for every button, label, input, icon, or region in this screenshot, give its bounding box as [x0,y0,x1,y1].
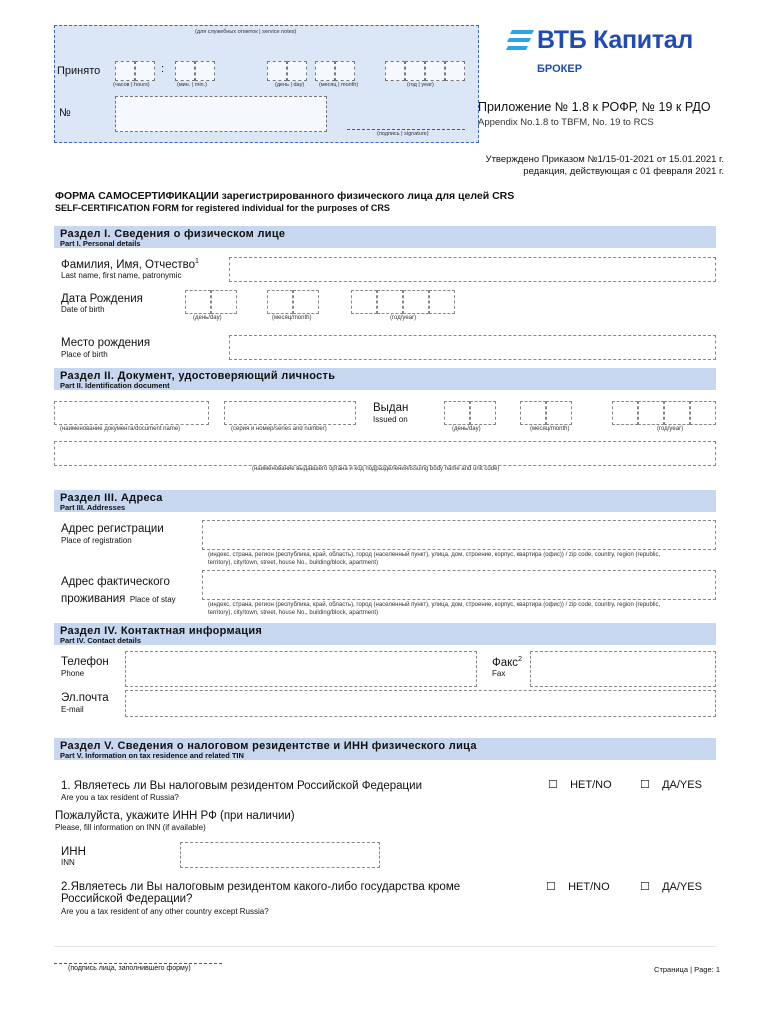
dob-month-1[interactable] [267,290,293,314]
fax-label-en: Fax [492,669,506,678]
accepted-label: Принято [57,65,101,77]
issued-month-2[interactable] [546,401,572,425]
q2-text-en: Are you a tax resident of any other country except Russia? [61,907,269,916]
pob-label-en: Place of birth [61,350,108,359]
minutes-digit-1[interactable] [175,61,195,81]
full-name-label-en: Last name, first name, patronymic [61,271,182,280]
part2-title-en: Part II. Identification document [60,381,170,390]
q2-no-option[interactable]: ☐ НЕТ/NO [546,881,610,893]
phone-field[interactable] [125,651,477,687]
minutes-digit-2[interactable] [195,61,215,81]
issued-label-en: Issued on [373,415,408,424]
stay-address-field[interactable] [202,570,716,600]
issued-month-1[interactable] [520,401,546,425]
dob-year-4[interactable] [429,290,455,314]
pob-label: Место рождения [61,337,151,349]
dob-year-2[interactable] [377,290,403,314]
year-caption: (год | year) [407,82,434,88]
footnote-2: 2 [518,656,522,663]
phone-label: Телефон [61,656,109,668]
hours-digit-2[interactable] [135,61,155,81]
part2-header [54,368,716,390]
dob-month-2[interactable] [293,290,319,314]
q2-text-1: 2.Являетесь ли Вы налоговым резидентом какого-либо государства кроме [61,881,461,893]
part1-title-ru: Раздел I. Сведения о физическом лице [60,228,286,240]
issued-year-1[interactable] [612,401,638,425]
footer-signature-line [54,963,222,964]
number-sign: № [59,107,71,119]
stay-address-hint-2: territory), city/town, street, house No., building/block, apartment) [208,610,379,616]
inn-label: ИНН [61,846,86,858]
part5-title-en: Part V. Information on tax residence and related TIN [60,751,244,760]
doc-name-field[interactable] [54,401,209,425]
hours-caption: (часов | hours) [113,82,150,88]
full-name-label-text: Фамилия, Имя, Отчество [61,258,196,271]
issued-year-4[interactable] [690,401,716,425]
dob-day-2[interactable] [211,290,237,314]
pob-field[interactable] [229,335,716,360]
doc-series-field[interactable] [224,401,356,425]
registration-number-field[interactable] [115,96,327,132]
stay-address-label-1: Адрес фактического [61,576,170,588]
vtb-logo-mark-icon [506,30,534,52]
dob-day-1[interactable] [185,290,211,314]
q2-yes-option[interactable]: ☐ ДА/YES [640,881,702,893]
dob-month-caption: (месяц/month) [272,315,312,321]
full-name-label [61,258,199,271]
q1-yes-option[interactable]: ☐ ДА/YES [640,779,702,791]
dob-day-caption: (день/day) [193,315,222,321]
part3-title-ru: Раздел III. Адреса [60,492,163,504]
day-digit-2[interactable] [287,61,307,81]
reg-address-label: Адрес регистрации [61,523,164,535]
reg-address-label-en: Place of registration [61,536,132,545]
stay-address-label-2: проживания [61,593,126,605]
reg-address-field[interactable] [202,520,716,550]
service-notes-header: (для служебных отметок | service notes) [195,29,297,35]
minutes-caption: (мин. | min.) [177,82,207,88]
stay-address-hint-1: (индекс, страна, регион (республика, край, область), город (населенный пункт), улица, дом, строение, корпус, квартира (офис)) / zip code, country, region (republic, [208,602,661,608]
issued-year-3[interactable] [664,401,690,425]
full-name-field[interactable] [229,257,716,282]
fax-field[interactable] [530,651,716,687]
issued-month-caption: (месяц/month) [530,426,570,432]
stay-address-label-en: Place of stay [129,595,176,604]
approval-line-2: редакция, действующая с 01 февраля 2021 г. [523,166,724,177]
q1-no-label: НЕТ/NO [570,779,612,791]
dob-year-3[interactable] [403,290,429,314]
form-title-ru-bold: ФОРМА САМОСЕРТИФИКАЦИИ [55,190,219,202]
inn-prompt-en: Please, fill information on INN (if available) [55,823,206,832]
reg-address-hint-1: (индекс, страна, регион (республика, край, область), город (населенный пункт), улица, дом, строение, корпус, квартира (офис)) / zip code, country, region (republic, [208,552,661,558]
email-label: Эл.почта [61,692,109,704]
approval-line-1: Утверждено Приказом №1/15-01-2021 от 15.01.2021 г. [485,154,724,165]
signature-caption: (подпись | signature) [377,131,429,137]
part5-header [54,738,716,760]
service-notes-panel [54,25,479,143]
part4-title-ru: Раздел IV. Контактная информация [60,625,263,637]
appendix-ru: Приложение № 1.8 к РОФР, № 19 к РДО [478,100,711,114]
brand-subtitle: БРОКЕР [537,63,583,75]
q2-no-label: НЕТ/NO [568,881,610,893]
form-title-ru-rest: зарегистрированного физического лица для целей CRS [218,190,515,202]
doc-name-caption: (наименование документа/document name) [60,426,181,432]
month-digit-1[interactable] [315,61,335,81]
form-title-ru [55,190,514,202]
reg-address-hint-2: territory), city/town, street, house No., building/block, apartment) [208,560,379,566]
dob-label-en: Date of birth [61,305,105,314]
part2-title-ru: Раздел II. Документ, удостоверяющий личность [60,370,336,382]
q2-text-2: Российской Федерации? [61,893,193,905]
issuer-field[interactable] [54,441,716,466]
signature-line [347,129,465,130]
form-title-en: SELF-CERTIFICATION FORM for registered individual for the purposes of CRS [55,203,390,213]
part4-header [54,623,716,645]
inn-prompt: Пожалуйста, укажите ИНН РФ (при наличии) [55,810,295,822]
year-digit-4[interactable] [445,61,465,81]
day-caption: (день | day) [275,82,305,88]
part3-title-en: Part III. Addresses [60,503,126,512]
hours-digit-1[interactable] [115,61,135,81]
issued-day-2[interactable] [470,401,496,425]
inn-label-en: INN [61,858,75,867]
doc-series-caption: (серия и номер/series and number) [231,426,327,432]
footer-signature-caption: (подпись лица, заполнившего форму) [68,965,191,972]
footer-divider [54,946,716,947]
issued-label: Выдан [373,402,409,414]
issued-year-caption: (год/year) [657,426,684,432]
page-number: Страница | Page: 1 [654,965,720,974]
part1-header [54,226,716,248]
q2-yes-label: ДА/YES [662,881,702,893]
email-label-en: E-mail [61,705,84,714]
part3-header [54,490,716,512]
issuer-caption: (наименование выдавшего органа и код подразделения/issuing body name and unit code) [252,466,500,472]
month-digit-2[interactable] [335,61,355,81]
email-field[interactable] [125,690,716,717]
dob-year-1[interactable] [351,290,377,314]
q1-no-option[interactable]: ☐ НЕТ/NO [548,779,612,791]
footnote-1: 1 [195,258,199,265]
q1-yes-label: ДА/YES [662,779,702,791]
month-caption: (месяц | month) [319,82,359,88]
year-digit-3[interactable] [425,61,445,81]
fax-label-text: Факс [492,656,519,669]
appendix-en: Appendix No.1.8 to TBFM, No. 19 to RCS [478,117,654,128]
inn-field[interactable] [180,842,380,868]
q1-text: 1. Являетесь ли Вы налоговым резидентом Российской Федерации [61,780,422,792]
issued-year-2[interactable] [638,401,664,425]
year-digit-1[interactable] [385,61,405,81]
phone-label-en: Phone [61,669,85,678]
part4-title-en: Part IV. Contact details [60,636,141,645]
issued-day-1[interactable] [444,401,470,425]
part1-title-en: Part I. Personal details [60,239,141,248]
issued-day-caption: (день/day) [452,426,481,432]
time-colon: : [161,63,165,75]
part5-title-ru: Раздел V. Сведения о налоговом резидентстве и ИНН физического лица [60,740,477,752]
day-digit-1[interactable] [267,61,287,81]
year-digit-2[interactable] [405,61,425,81]
brand-name: ВТБ Капитал [537,26,693,54]
dob-label: Дата Рождения [61,293,143,305]
dob-year-caption: (год/year) [390,315,417,321]
q1-text-en: Are you a tax resident of Russia? [61,793,179,802]
fax-label [492,656,522,669]
stay-address-label-line2 [61,589,176,607]
